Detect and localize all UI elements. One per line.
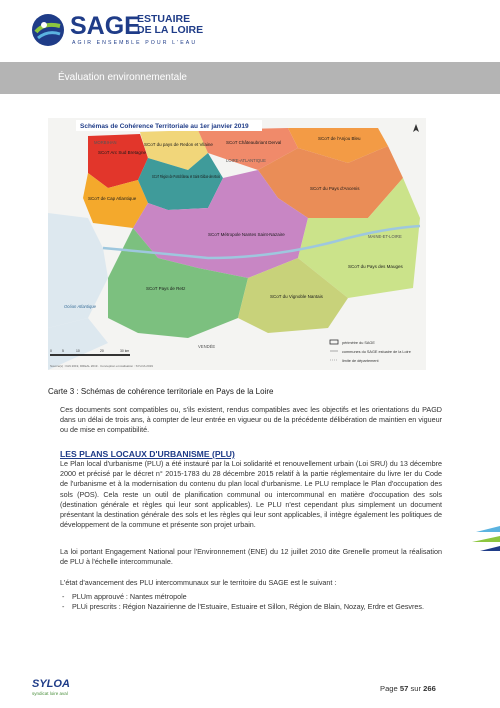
paragraph-avancement: L'état d'avancement des PLU intercommunaux sur le territoire du SAGE est le suivant : xyxy=(60,578,337,587)
syloa-logo: SYLOA xyxy=(32,678,70,690)
legend-perimeter: périmètre du SAGE xyxy=(342,341,375,345)
paragraph-plu: Le Plan local d'urbanisme (PLU) a été instauré par la Loi solidarité et renouvellement urbain (Loi SRU) du 13 décembre 2000 et précisé par le décret n° 2015-1783 du 28 décembre 2015 relatif à la partie réglementaire du livre Ier du Code de l'urbanisme et à la modernisation du contenu du plan local d'urbanisme. Le PLU remplace le Plan d'occupation des sols (POS). Cela reste un outil de planification communal ou intercommunal en matière d'occupation des sols (destination générale et règles qui leur sont applicables). Le PLU n'est cependant plus simplement un document présentant la destination générale des sols et les règles qui leur sont applicables, il intègre également les politiques de développement de la commune et présente son projet urbain. xyxy=(60,459,442,530)
label-anjou-bleu: SCoT de l'Anjou Bleu xyxy=(318,136,361,141)
paragraph-ene: La loi portant Engagement National pour l'Environnement (ENE) du 12 juillet 2010 dite Grenelle promeut la réalisation de PLU à l'échelle intercommunale. xyxy=(60,547,442,567)
label-redon: SCoT du pays de Redon et Vilaine xyxy=(144,142,213,147)
sage-logo-icon xyxy=(30,12,66,48)
page-current: 57 xyxy=(399,684,409,693)
map-caption: Carte 3 : Schémas de cohérence territoriale en Pays de la Loire xyxy=(48,387,274,396)
label-maine-et-loire: MAINE-ET-LOIRE xyxy=(368,234,402,239)
list-item: - PLUi prescrits : Région Nazairienne de l'Estuaire, Estuaire et Sillon, Région de Blain, Nozay, Erdre et Gesvres. xyxy=(60,602,442,612)
section-heading-plu: LES PLANS LOCAUX D'URBANISME (PLU) xyxy=(60,449,235,459)
list-item: - PLUm approuvé : Nantes métropole xyxy=(60,592,442,602)
map-source: Source(s) : IGN 2019, DREAL 2019 · Conception et réalisation : SYLOA 2019 xyxy=(50,364,153,368)
page-sep: sur xyxy=(410,684,422,693)
decorative-stripes xyxy=(470,524,500,554)
label-vignoble: SCoT du Vignoble Nantais xyxy=(270,294,323,299)
scale-10: 10 xyxy=(76,349,80,353)
scot-map xyxy=(48,118,426,370)
legend-department: limite de département xyxy=(342,359,379,363)
label-arc-sud: SCoT Arc Sud Bretagne xyxy=(98,150,146,155)
scale-5: 5 xyxy=(62,349,64,353)
page-total: 266 xyxy=(423,684,436,693)
label-cap-atlantique: SCoT de Cap Atlantique xyxy=(88,196,137,201)
label-loire-atlantique: LOIRE-ATLANTIQUE xyxy=(226,158,266,163)
label-chateaubriant: SCoT Châteaubriant Derval xyxy=(226,140,282,145)
logo-estuaire-text xyxy=(137,14,203,36)
plu-list xyxy=(60,592,442,612)
page-number xyxy=(380,684,436,693)
scale-bar xyxy=(50,354,130,356)
label-vendee: VENDÉE xyxy=(198,344,216,349)
section-title: Évaluation environnementale xyxy=(58,72,187,83)
logo-estuaire-line1: ESTUAIRE xyxy=(137,13,191,25)
scale-20: 20 xyxy=(100,349,104,353)
logo-estuaire-line2: DE LA LOIRE xyxy=(137,24,204,36)
scale-0: 0 xyxy=(50,349,52,353)
label-mauges: SCoT du Pays des Mauges xyxy=(348,264,403,269)
label-metropole: SCoT Métropole Nantes Saint-Nazaire xyxy=(208,232,285,237)
label-retz: SCoT Pays de Retz xyxy=(146,286,186,291)
label-ocean: Océan Atlantique xyxy=(64,304,96,309)
label-morbihan: MORBIHAN xyxy=(94,140,117,145)
label-pontchateau: SCoT Région de Pontchâteau et Saint-Gildas-des-Bois xyxy=(152,174,221,179)
legend-communes: communes du SAGE estuaire de la Loire xyxy=(342,350,411,354)
scale-30: 30 km xyxy=(120,349,130,353)
paragraph-compatibility: Ces documents sont compatibles ou, s'ils existent, rendus compatibles avec les objectifs et les orientations du PAGD dans un délai de trois ans, à compter de leur entrée en vigueur ou de la précédente délibération de maintien en vigueur ou de mise en compatibilité. xyxy=(60,405,442,435)
label-ancenis: SCoT du Pays d'Ancenis xyxy=(310,186,360,191)
logo-tagline: AGIR ENSEMBLE POUR L'EAU xyxy=(72,40,198,46)
map-title: Schémas de Cohérence Territoriale au 1er janvier 2019 xyxy=(80,123,249,130)
page-prefix: Page xyxy=(380,684,398,693)
syloa-subtitle: syndicat loire aval xyxy=(32,691,68,696)
logo-sage-text: SAGE xyxy=(70,12,141,40)
